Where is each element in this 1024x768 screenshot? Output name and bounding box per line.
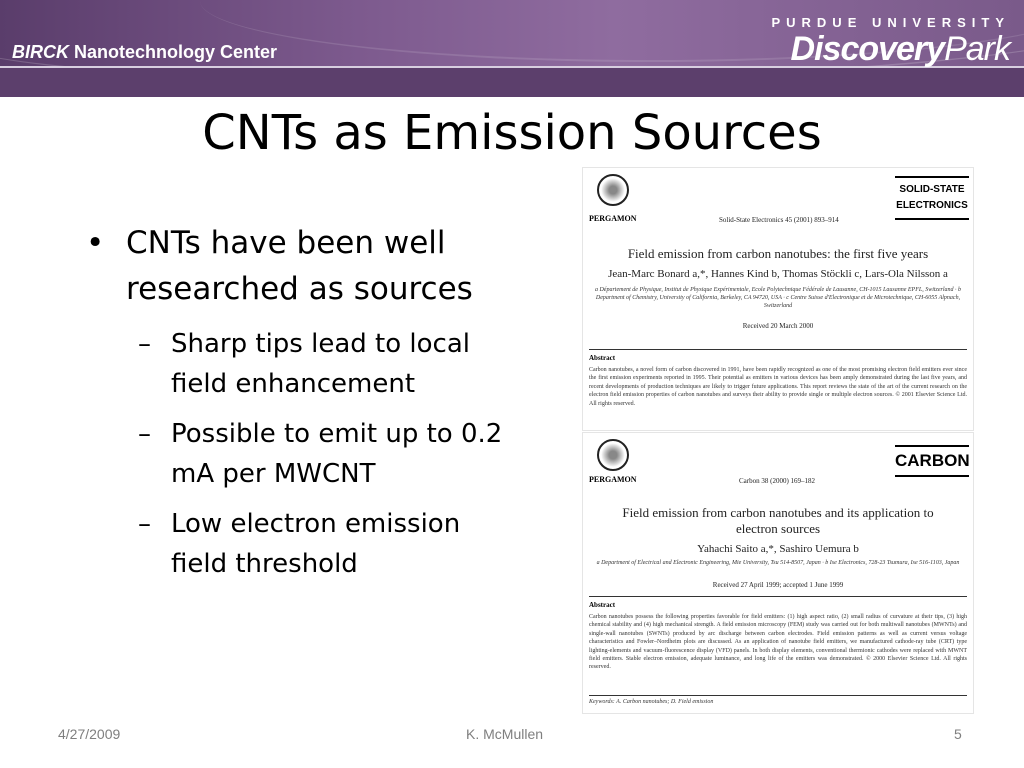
paper-affiliations: a Département de Physique, Institut de Physique Expérimentale, Ecole Polytechnique Fédérale de Lausanne, CH-1015 Lausanne EPFL, Switzerland · b Department of Chemistry, University of California, Berkeley, CA 94720, USA · c Centre Suisse d'Electronique et de Microtechnique, CH-6055 Alpnach, Switzerland xyxy=(594,287,962,309)
footer-date: 4/27/2009 xyxy=(58,726,121,742)
park-word: Park xyxy=(944,30,1010,68)
subbullet-dash: – xyxy=(138,329,151,359)
birck-bold: BIRCK xyxy=(12,42,69,62)
birck-rest: Nanotechnology Center xyxy=(69,42,278,62)
paper-title: Field emission from carbon nanotubes and its application to electron sources xyxy=(622,505,934,536)
paper-received: Received 20 March 2000 xyxy=(742,322,814,330)
paper-title: Field emission from carbon nanotubes: the first five years xyxy=(627,246,929,261)
footer-author: K. McMullen xyxy=(466,726,544,742)
journal-name: CARBON xyxy=(895,445,969,477)
paper-image-1 xyxy=(582,167,974,431)
abstract-heading: Abstract xyxy=(589,354,616,362)
bullet-item xyxy=(86,220,506,312)
page-number: 5 xyxy=(954,726,962,742)
paper-authors: Jean-Marc Bonard a,*, Hannes Kind b, Thomas Stöckli c, Lars-Ola Nilsson a xyxy=(608,268,948,280)
subbullet-text: Sharp tips lead to local field enhancement xyxy=(171,329,470,399)
subbullet-item xyxy=(138,504,506,584)
publisher: PERGAMON xyxy=(589,214,637,223)
slide-title: CNTs as Emission Sources xyxy=(202,105,822,161)
subbullet-item xyxy=(138,414,506,494)
paper-received: Received 27 April 1999; accepted 1 June 1999 xyxy=(712,581,844,589)
elsevier-tree-icon xyxy=(597,174,629,206)
birck-logo xyxy=(12,42,277,63)
purdue-label: PURDUE UNIVERSITY xyxy=(771,15,1010,30)
paper-image-2 xyxy=(582,432,974,714)
header-band xyxy=(0,0,1024,97)
subbullet-list xyxy=(138,324,506,584)
subbullet-dash: – xyxy=(138,419,151,449)
paper-authors: Yahachi Saito a,*, Sashiro Uemura b xyxy=(697,543,859,555)
journal-ref: Carbon 38 (2000) 169–182 xyxy=(739,477,816,485)
divider xyxy=(589,596,967,597)
elsevier-tree-icon xyxy=(597,439,629,471)
bullet-dot: • xyxy=(86,225,105,261)
subbullet-dash: – xyxy=(138,509,151,539)
journal-ref: Solid-State Electronics 45 (2001) 893–914 xyxy=(719,216,839,224)
abstract-text: Carbon nanotubes possess the following properties favorable for field emitters: (1) high aspect ratio, (2) small radius of curvature at their tips, (3) high chemical stability and (4) high mechanical strength. A field emission microscopy (FEM) study was carried out for both multiwall nanotubes (MWNTs) and single-wall nanotubes (SWNTs) produced by arc discharge between carbon electrodes. Field emission patterns as well as current versus voltage characteristics and Fowler–Nordheim plots are discussed. As an application of nanotube field emitters, we manufactured cathode-ray tube (CRT) type lighting-elements and vacuum-fluorescence display (VFD) panels. In both display elements, conventional thermionic cathodes were replaced with MWNT field emitters. Stable electron emission, adequate luminance, and long life of the emitters was demonstrated. © 2000 Elsevier Science Ltd. All rights reserved. xyxy=(589,614,967,671)
bullet-text: CNTs have been well researched as sources xyxy=(126,225,473,307)
bullet-list xyxy=(86,220,506,594)
journal-name: SOLID-STATE ELECTRONICS xyxy=(895,176,969,220)
header-strip xyxy=(0,68,1024,97)
publisher: PERGAMON xyxy=(589,475,637,484)
divider xyxy=(589,349,967,350)
keywords: Keywords: A. Carbon nanotubes; D. Field emission xyxy=(589,699,714,705)
abstract-text: Carbon nanotubes, a novel form of carbon discovered in 1991, have been rapidly recognized as one of the most promising electron field emitters ever since the first emission experiments reported in 1995. Their potential as emitters in various devices has been amply demonstrated during the last five years, and recent developments of production techniques are likely to trigger future applications. This report reviews the state of the art of the current research on the electron field emission properties of carbon nanotubes and surveys their ability to provide single or multiple electron sources. © 2001 Elsevier Science Ltd. All rights reserved. xyxy=(589,367,967,407)
abstract-heading: Abstract xyxy=(589,601,616,609)
paper-affiliations: a Department of Electrical and Electronic Engineering, Mie University, Tsu 514-8507, Japan · b Ise Electronics, 728-23 Tsumura, Ise 516-1103, Japan xyxy=(596,560,960,566)
subbullet-text: Low electron emission field threshold xyxy=(171,509,461,579)
subbullet-item xyxy=(138,324,506,404)
divider xyxy=(589,695,967,696)
subbullet-text: Possible to emit up to 0.2 mA per MWCNT xyxy=(171,419,503,489)
discovery-park-logo xyxy=(791,30,1010,69)
discovery-word: Discovery xyxy=(790,30,945,68)
